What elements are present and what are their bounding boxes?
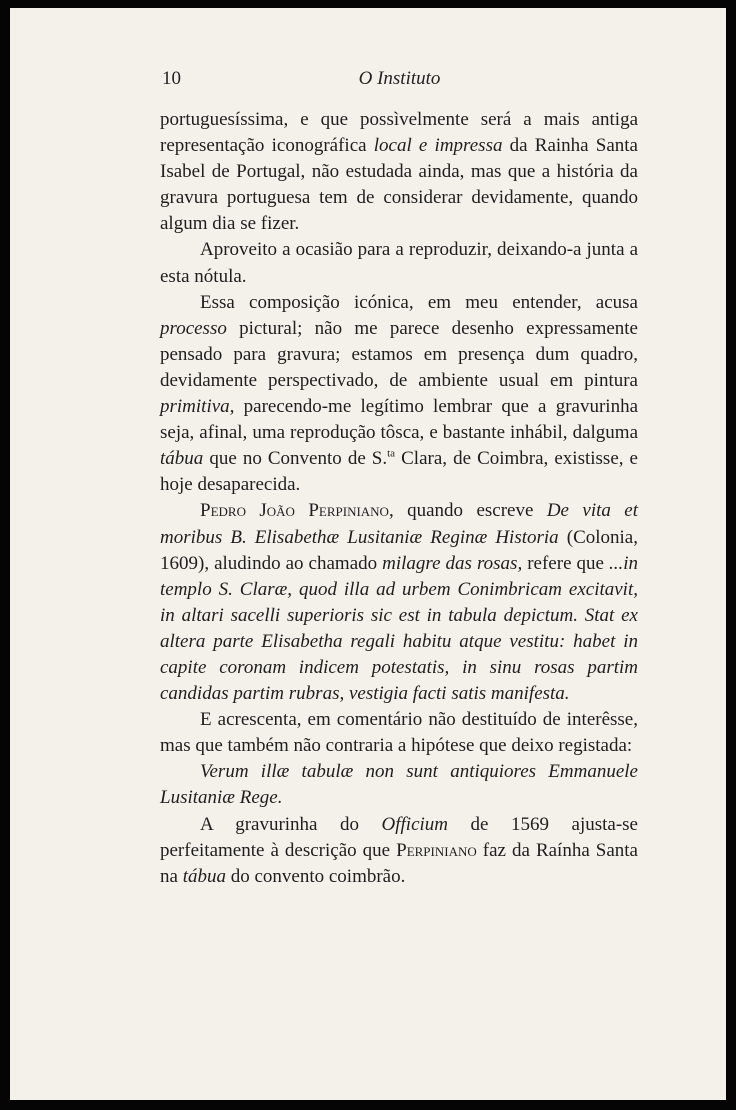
italic-run: Officium [381,813,449,835]
text-run: , quando escreve [388,500,547,522]
paragraph-7 [160,812,638,890]
italic-run: milagre das rosas, [382,552,523,574]
italic-run: De vita et moribus B. Elisabethæ Lusitaniæ Reginæ Historia [160,500,639,548]
text-run: portuguesíssima, e que possìvelmente será a mais antiga representação iconográfica [160,109,638,157]
italic-run: tábua [160,448,204,470]
text-run: E acrescenta, em comentário não destituído de interêsse, mas que também não contraria a hipótese que deixo registada: [160,709,638,757]
italic-run: tábua [182,865,226,887]
paragraph-4 [160,498,638,707]
paragraph-2 [160,237,638,289]
text-run: que no Convento de S. [203,448,388,470]
book-page [10,8,726,1100]
italic-run: primitiva, [160,396,235,418]
paragraph-3 [160,290,638,499]
text-run: parecendo-me legítimo lembrar que a gravurinha seja, afinal, uma reprodução tôsca, e bastante inhábil, dalguma [160,396,638,444]
superscript-run: ta [387,447,396,460]
page-number: 10 [162,68,181,89]
paragraph-5 [160,707,638,759]
small-caps-run: Pedro João Perpiniano [200,500,389,522]
paragraph-1 [160,107,638,237]
text-run: (Colonia, 1609), aludindo ao chamado [160,526,638,574]
text-run: faz da Raínha Santa na [160,839,638,887]
small-caps-run: Perpiniano [396,839,477,861]
text-run: Aproveito a ocasião para a reproduzir, deixando-a junta a esta nótula. [160,239,638,287]
text-run: A gravurinha do [200,813,382,835]
italic-run: ...in templo S. Claræ, quod illa ad urbem Conimbricam excitavit, in altari sacelli superioris sic est in tabula depictum. Stat ex altera parte Elisabetha regali habitu atque vestitu: habet in capite coronam indicem potestatis, in sinu rosas partim candidas partim rubras, vestigia facti satis manifesta. [160,552,638,705]
italic-run: processo [160,317,227,339]
text-run: pictural; não me parece desenho expressamente pensado para gravura; estamos em presença dum quadro, devidamente perspectivado, de ambiente usual em pintura [160,317,638,391]
text-run: de 1569 ajusta-se perfeitamente à descrição que [160,813,638,861]
text-run: refere que [522,552,609,574]
page-header [162,68,637,98]
text-run: Essa composição icónica, em meu entender, acusa [200,291,638,313]
text-run: do convento coimbrão. [225,865,406,887]
text-run: Clara, de Coimbra, existisse, e hoje desaparecida. [160,448,638,496]
latin-quote [160,759,638,811]
text-run: da Rainha Santa Isabel de Portugal, não estudada ainda, mas que a história da gravura portuguesa tem de considerar devidamente, quando algum dia se fizer. [160,135,638,235]
italic-run: Verum illæ tabulæ non sunt antiquiores Emmanuele Lusitaniæ Rege. [160,761,638,809]
running-title: O Instituto [358,68,441,89]
italic-run: local e impressa [373,135,503,157]
body-text [160,107,638,890]
